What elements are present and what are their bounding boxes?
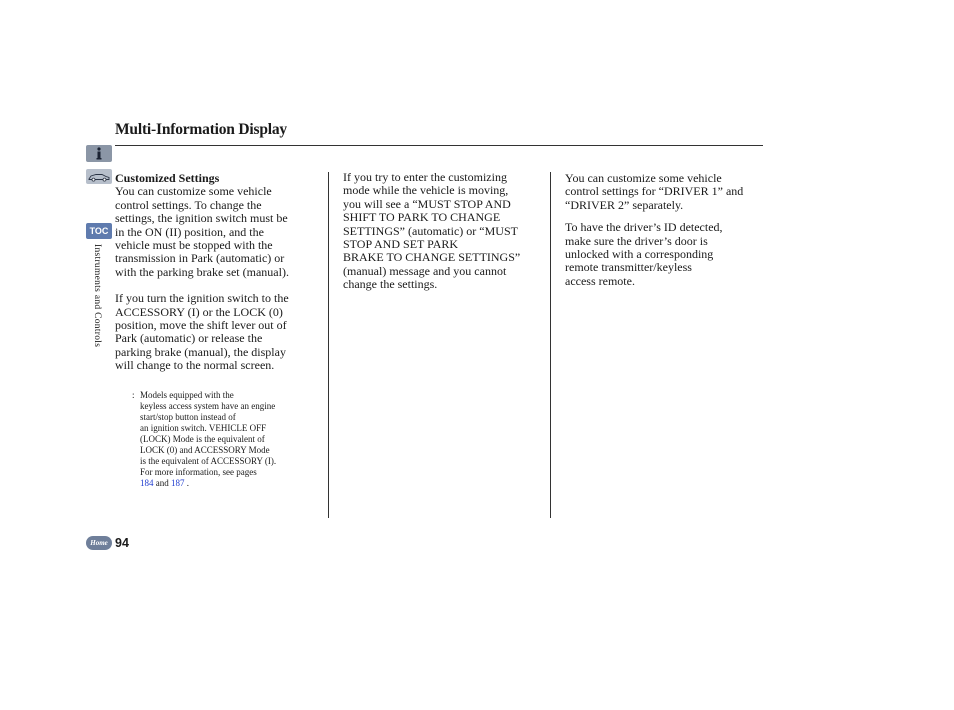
col2-line: mode while the vehicle is moving, — [343, 183, 509, 198]
col2-line: (manual) message and you cannot — [343, 263, 507, 278]
footnote-and: and — [153, 478, 171, 488]
toc-button[interactable]: TOC — [86, 223, 112, 239]
footnote-end: . — [184, 478, 189, 488]
col1-line: Park (automatic) or release the — [115, 331, 263, 346]
home-button[interactable]: Home — [86, 536, 112, 550]
col2-line: change the settings. — [343, 277, 438, 292]
info-icon — [94, 147, 104, 160]
col1-line: will change to the normal screen. — [115, 358, 275, 373]
page-link-184[interactable]: 184 — [140, 478, 154, 488]
col1-line: parking brake (manual), the display — [115, 344, 286, 359]
footnote-line-refs — [140, 478, 322, 489]
col1-line: in the ON (II) position, and the — [115, 224, 264, 239]
vehicle-index-button[interactable] — [86, 169, 112, 184]
section-heading: Customized Settings — [115, 171, 220, 185]
footnote-line: Models equipped with the — [140, 390, 234, 400]
column-divider — [550, 172, 551, 518]
col1-line: settings, the ignition switch must be — [115, 211, 288, 226]
info-button[interactable] — [86, 145, 112, 162]
title-rule — [115, 145, 763, 146]
col3-line: unlocked with a corresponding — [565, 247, 714, 262]
col1-line: position, move the shift lever out of — [115, 318, 287, 333]
col2-line: SETTINGS” (automatic) or “MUST — [343, 223, 518, 238]
col3-line: access remote. — [565, 273, 635, 288]
col1-line: You can customize some vehicle — [115, 184, 272, 199]
footnote-line: For more information, see pages — [140, 467, 257, 477]
col1-line: transmission in Park (automatic) or — [115, 251, 285, 266]
footnote-line: start/stop button instead of — [140, 412, 236, 422]
column-divider — [328, 172, 329, 518]
col1-line: If you turn the ignition switch to the — [115, 291, 289, 306]
page-number: 94 — [115, 536, 129, 550]
footnote-line: an ignition switch. VEHICLE OFF — [140, 423, 267, 433]
col1-line: ACCESSORY (I) or the LOCK (0) — [115, 304, 283, 319]
col1-line: control settings. To change the — [115, 197, 262, 212]
footnote-line: is the equivalent of ACCESSORY (I). — [140, 456, 277, 466]
col3-line: To have the driver’s ID detected, — [565, 220, 723, 235]
car-icon — [87, 172, 111, 182]
col3-line: make sure the driver’s door is — [565, 233, 708, 248]
column-1 — [115, 172, 323, 373]
col2-line: SHIFT TO PARK TO CHANGE — [343, 210, 501, 225]
col3-line: control settings for “DRIVER 1” and — [565, 184, 744, 199]
section-label: Instruments and Controls — [92, 244, 102, 348]
footnote-line: keyless access system have an engine — [140, 401, 276, 411]
column-2 — [343, 171, 543, 292]
col1-line: vehicle must be stopped with the — [115, 238, 273, 253]
footnote — [132, 390, 322, 489]
footnote-line: LOCK (0) and ACCESSORY Mode — [140, 445, 270, 455]
col3-line: remote transmitter/keyless — [565, 260, 692, 275]
col2-line: STOP AND SET PARK — [343, 237, 459, 252]
footnote-line: (LOCK) Mode is the equivalent of — [140, 434, 265, 444]
footnote-marker: : — [132, 390, 135, 400]
page-title: Multi-Information Display — [115, 121, 287, 138]
col3-line: “DRIVER 2” separately. — [565, 197, 684, 212]
col3-line: You can customize some vehicle — [565, 171, 722, 185]
col1-line: with the parking brake set (manual). — [115, 264, 289, 279]
page-link-187[interactable]: 187 — [171, 478, 185, 488]
col2-line: you will see a “MUST STOP AND — [343, 196, 511, 211]
col2-line: If you try to enter the customizing — [343, 170, 507, 184]
column-3 — [565, 172, 770, 288]
col2-line: BRAKE TO CHANGE SETTINGS” — [343, 250, 521, 265]
